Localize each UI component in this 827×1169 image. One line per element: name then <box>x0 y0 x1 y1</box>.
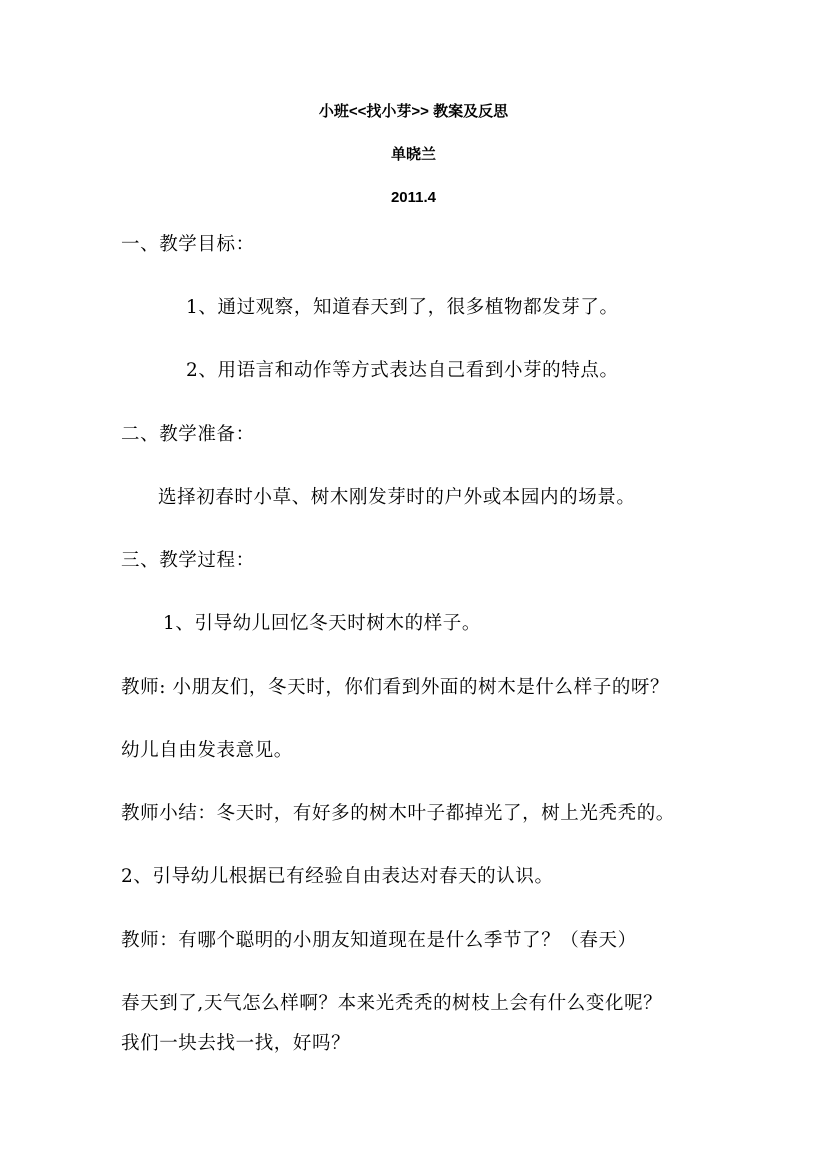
goal-item-1: 1、通过观察，知道春天到了，很多植物都发芽了。 <box>186 297 619 318</box>
document-date: 2011.4 <box>390 189 437 206</box>
process-step-2: 2、引导幼儿根据已有经验自由表达对春天的认识。 <box>121 866 554 887</box>
teacher-question-1: 教师: 小朋友们，冬天时，你们看到外面的树木是什么样子的呀？ <box>121 677 670 698</box>
section-heading-preparation: 二、教学准备： <box>121 424 255 445</box>
section-heading-goals: 一、教学目标： <box>121 234 255 255</box>
teacher-question-2: 教师：有哪个聪明的小朋友知道现在是什么季节了？（春天） <box>121 930 637 951</box>
teacher-summary: 教师小结：冬天时，有好多的树木叶子都掉光了，树上光秃秃的。 <box>121 803 675 824</box>
process-step-1: 1、引导幼儿回忆冬天时树木的样子。 <box>163 613 481 634</box>
document-title: 小班<<找小芽>> 教案及反思 <box>318 103 509 120</box>
document-author: 单晓兰 <box>390 146 436 163</box>
goal-item-2: 2、用语言和动作等方式表达自己看到小芽的特点。 <box>186 360 619 381</box>
teacher-question-3-line-1: 春天到了,天气怎么样啊？本来光秃秃的树枝上会有什么变化呢？ <box>121 993 663 1014</box>
section-heading-process: 三、教学过程： <box>121 550 255 571</box>
preparation-text: 选择初春时小草、树木刚发芽时的户外或本园内的场景。 <box>158 487 636 508</box>
teacher-question-3-line-2: 我们一块去找一找，好吗？ <box>121 1033 351 1054</box>
children-response-1: 幼儿自由发表意见。 <box>121 740 293 761</box>
